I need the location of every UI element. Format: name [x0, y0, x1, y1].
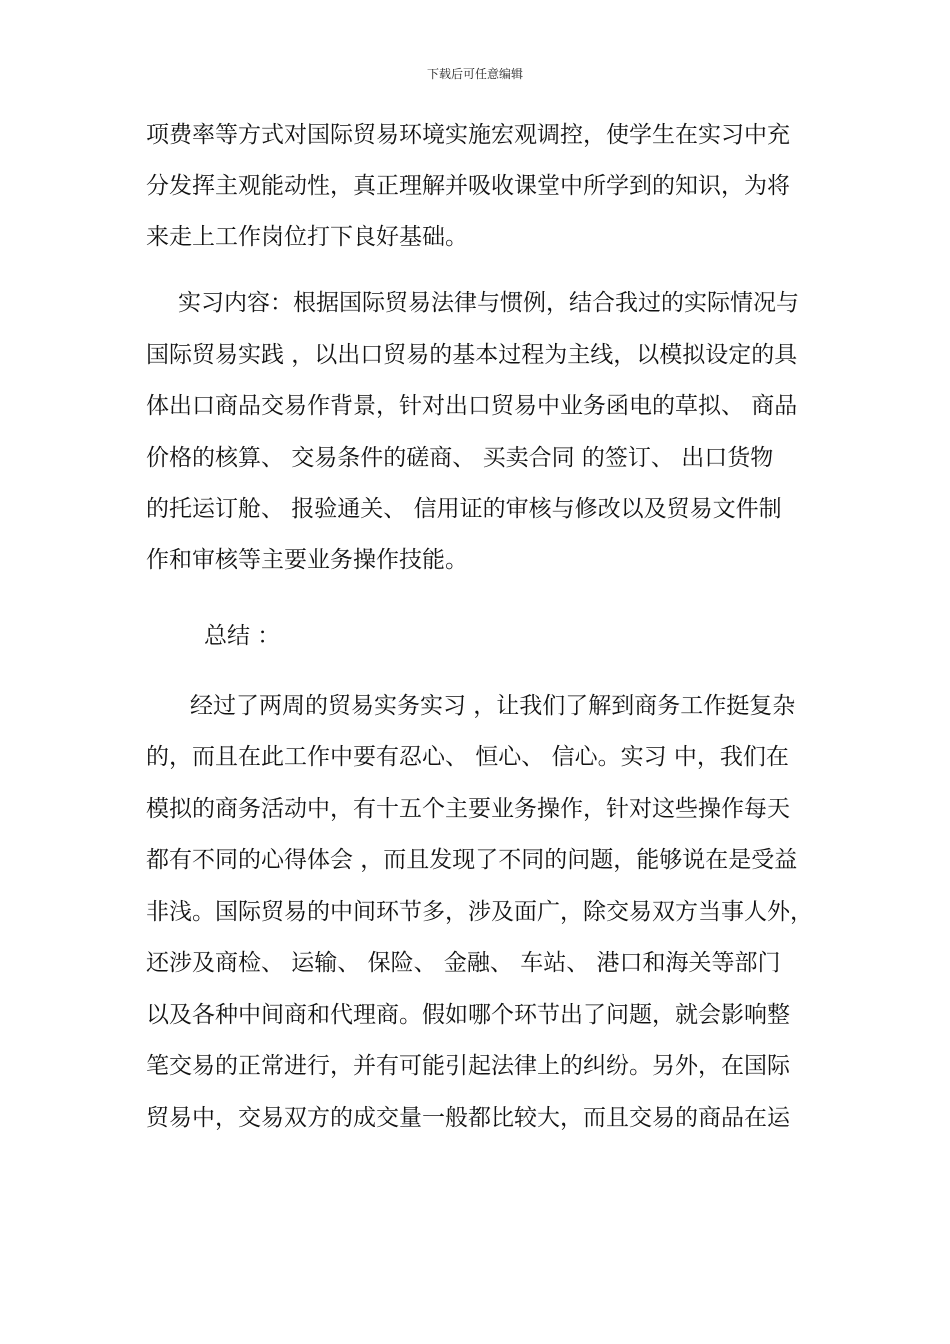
paragraph-line: 来走上工作岗位打下良好基础。 — [146, 224, 468, 250]
paragraph-line: 笔交易的正常进行，并有可能引起法律上的纠纷。另外，在国际 — [146, 1053, 790, 1079]
paragraph-line: 国际贸易实践 ，以出口贸易的基本过程为主线，以模拟设定的具 — [146, 342, 798, 368]
page-header: 下载后可任意编辑 — [426, 67, 523, 81]
paragraph-line: 体出口商品交易作背景，针对出口贸易中业务函电的草拟、 商品 — [146, 393, 798, 419]
paragraph-line: 作和审核等主要业务操作技能。 — [146, 547, 468, 573]
paragraph-line: 模拟的商务活动中，有十五个主要业务操作，针对这些操作每天 — [146, 796, 790, 822]
paragraph-line: 分发挥主观能动性，真正理解并吸收课堂中所学到的知识，为将 — [146, 173, 790, 199]
paragraph-line: 项费率等方式对国际贸易环境实施宏观调控，使学生在实习中充 — [146, 122, 790, 148]
paragraph-line: 价格的核算、 交易条件的磋商、 买卖合同 的签订、 出口货物 — [146, 445, 774, 471]
paragraph-line: 非浅。国际贸易的中间环节多，涉及面广，除交易双方当事人外， — [146, 899, 813, 925]
summary-heading: 总结 ： — [204, 623, 281, 649]
paragraph-line: 贸易中，交易双方的成交量一般都比较大，而且交易的商品在运 — [146, 1105, 790, 1131]
paragraph-line: 都有不同的心得体会 ，而且发现了不同的问题，能够说在是受益 — [146, 847, 798, 873]
paragraph-line: 还涉及商检、 运输、 保险、 金融、 车站、 港口和海关等部门 — [146, 950, 781, 976]
paragraph-line: 的，而且在此工作中要有忍心、 恒心、 信心。实习 中，我们在 — [146, 744, 789, 770]
paragraph-line: 的托运订舱、 报验通关、 信用证的审核与修改以及贸易文件制 — [146, 496, 782, 522]
paragraph-line: 以及各种中间商和代理商。假如哪个环节出了问题，就会影响整 — [146, 1002, 790, 1028]
paragraph-line: 经过了两周的贸易实务实习 ，让我们了解到商务工作挺复杂 — [190, 693, 796, 719]
paragraph-line: 实习内容：根据国际贸易法律与惯例，结合我过的实际情况与 — [178, 290, 799, 316]
